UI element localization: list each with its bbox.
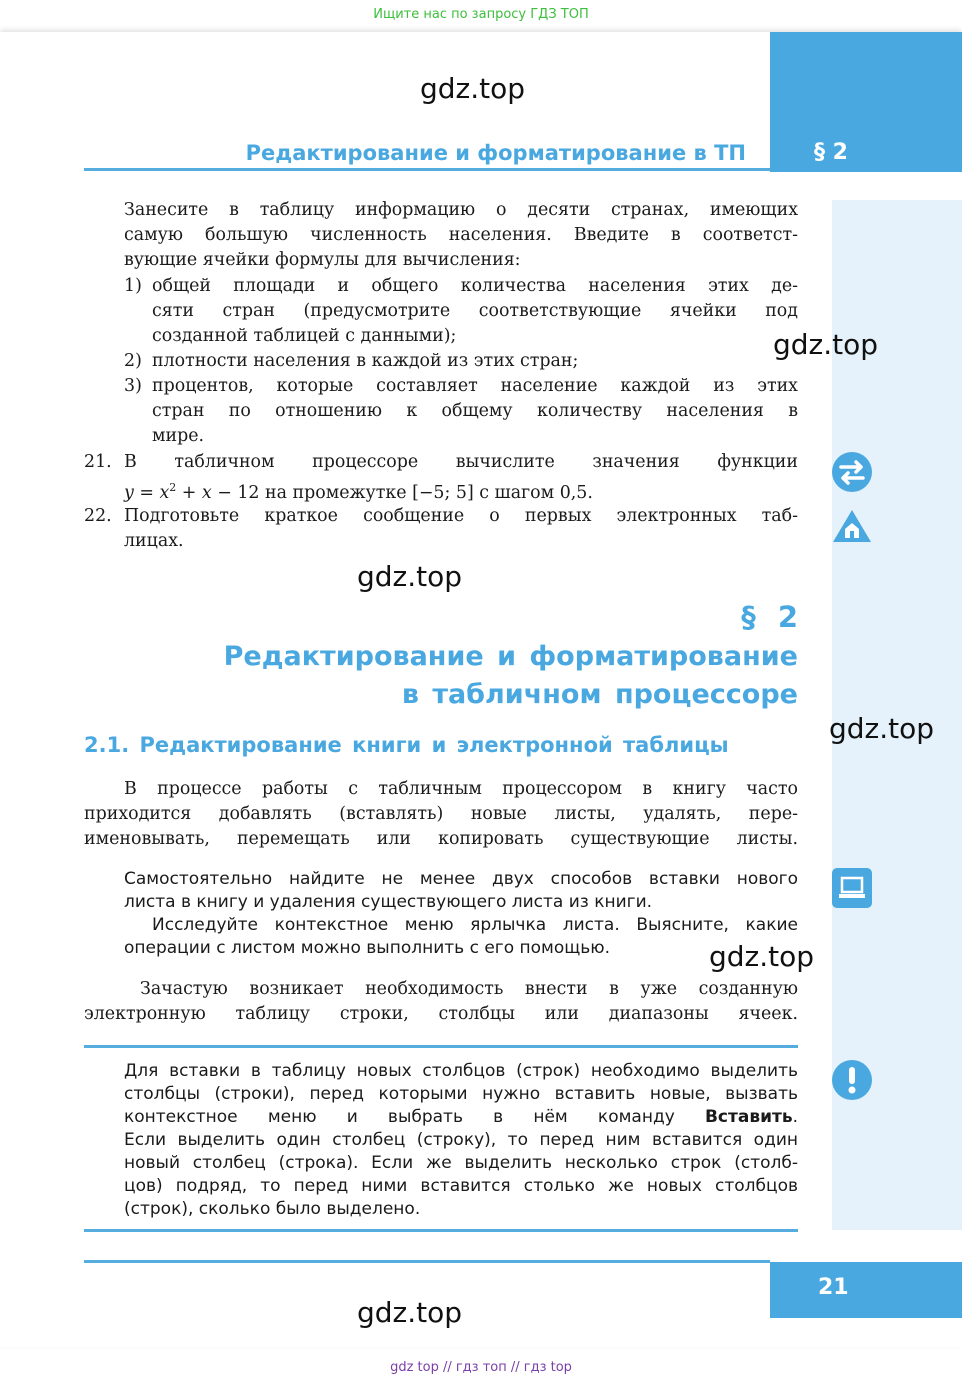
- header-section: § 2: [814, 140, 848, 165]
- task-item-3: 3) процентов, которые составляет население каждой из этих стран по отношению к общему количеству населения в мире.: [124, 376, 798, 446]
- task-21-formula: $y = x^2 + x - 12$ на промежутке [−5; 5] с шагом 0,5.: [124, 481, 593, 503]
- task-22: 22. Подготовьте краткое сообщение о первых электронных таб- лицах.: [84, 506, 798, 551]
- footer-note: gdz top // гдз топ // гдз top: [390, 1360, 572, 1375]
- page-number: 21: [818, 1275, 849, 1300]
- watermark: gdz.top: [709, 940, 815, 973]
- paragraph-2: Зачастую возникает необходимость внести в уже созданную электронную таблицу строки, столбцы или диапазоны ячеек.: [84, 979, 798, 1024]
- note-top-rule: [84, 1045, 798, 1048]
- watermark: gdz.top: [829, 712, 935, 745]
- task-item-1: 1) общей площади и общего количества населения этих де- сяти стран (предусмотрите соответствующие ячейки под созданной таблицей с данными);: [124, 276, 798, 346]
- computer-icon: [831, 867, 873, 909]
- header-rule: [84, 168, 770, 171]
- page-number-box: [770, 1262, 962, 1318]
- task-21: 21. В табличном процессоре вычислите значения функции $y = x^2 + x - 12$ на промежутке [−5; 5] с шагом 0,5.: [84, 450, 798, 506]
- subsection-title: 2.1. Редактирование книги и электронной таблицы: [84, 733, 729, 757]
- watermark: gdz.top: [357, 560, 463, 593]
- note: Для вставки в таблицу новых столбцов (строк) необходимо выделить столбцы (строки), перед которыми нужно вставить новые, вызвать контекстное меню и выбрать в нём команду Вставить. Если выделить один столбец (строку), то перед ним вставится один новый столбец (строка). Если же выделить несколько строк (столб- цов) подряд, то перед ними вставится столько же новых столбцов (строк), сколько было выделено.: [124, 1061, 798, 1219]
- task-item-2: 2) плотности населения в каждой из этих стран;: [124, 351, 579, 371]
- home-icon: [831, 506, 873, 548]
- note-line-3: контекстное меню и выбрать в нём команду Вставить.: [124, 1107, 798, 1127]
- footer-rule: [84, 1260, 770, 1263]
- paragraph-1: В процессе работы с табличным процессором в книгу часто приходится добавлять (вставлять) новые листы, удалять, пере- именовывать, перемещать или копировать существующие листы.: [84, 779, 798, 849]
- watermark: gdz.top: [420, 72, 526, 105]
- task-intro: Занесите в таблицу информацию о десяти странах, имеющих самую большую численность населения. Введите в соответст- вующие ячейки формулы для вычисления:: [124, 200, 798, 270]
- watermark: gdz.top: [773, 328, 879, 361]
- exchange-icon: [831, 451, 873, 493]
- header-title: Редактирование и форматирование в ТП: [245, 141, 746, 165]
- exercise: Самостоятельно найдите не менее двух способов вставки нового листа в книгу и удаления существующего листа из книги. Исследуйте контекстное меню ярлычка листа. Выясните, какие операции с листом можно выполнить с его помощью.: [124, 869, 798, 958]
- note-bottom-rule: [84, 1229, 798, 1232]
- exclamation-icon: [831, 1059, 873, 1101]
- section-title: Редактирование и форматирование в табличном процессоре: [223, 641, 798, 710]
- section-sign: § 2: [741, 600, 798, 634]
- top-note: Ищите нас по запросу ГДЗ ТОП: [373, 7, 589, 22]
- watermark: gdz.top: [357, 1296, 463, 1329]
- header-tab: [770, 32, 962, 172]
